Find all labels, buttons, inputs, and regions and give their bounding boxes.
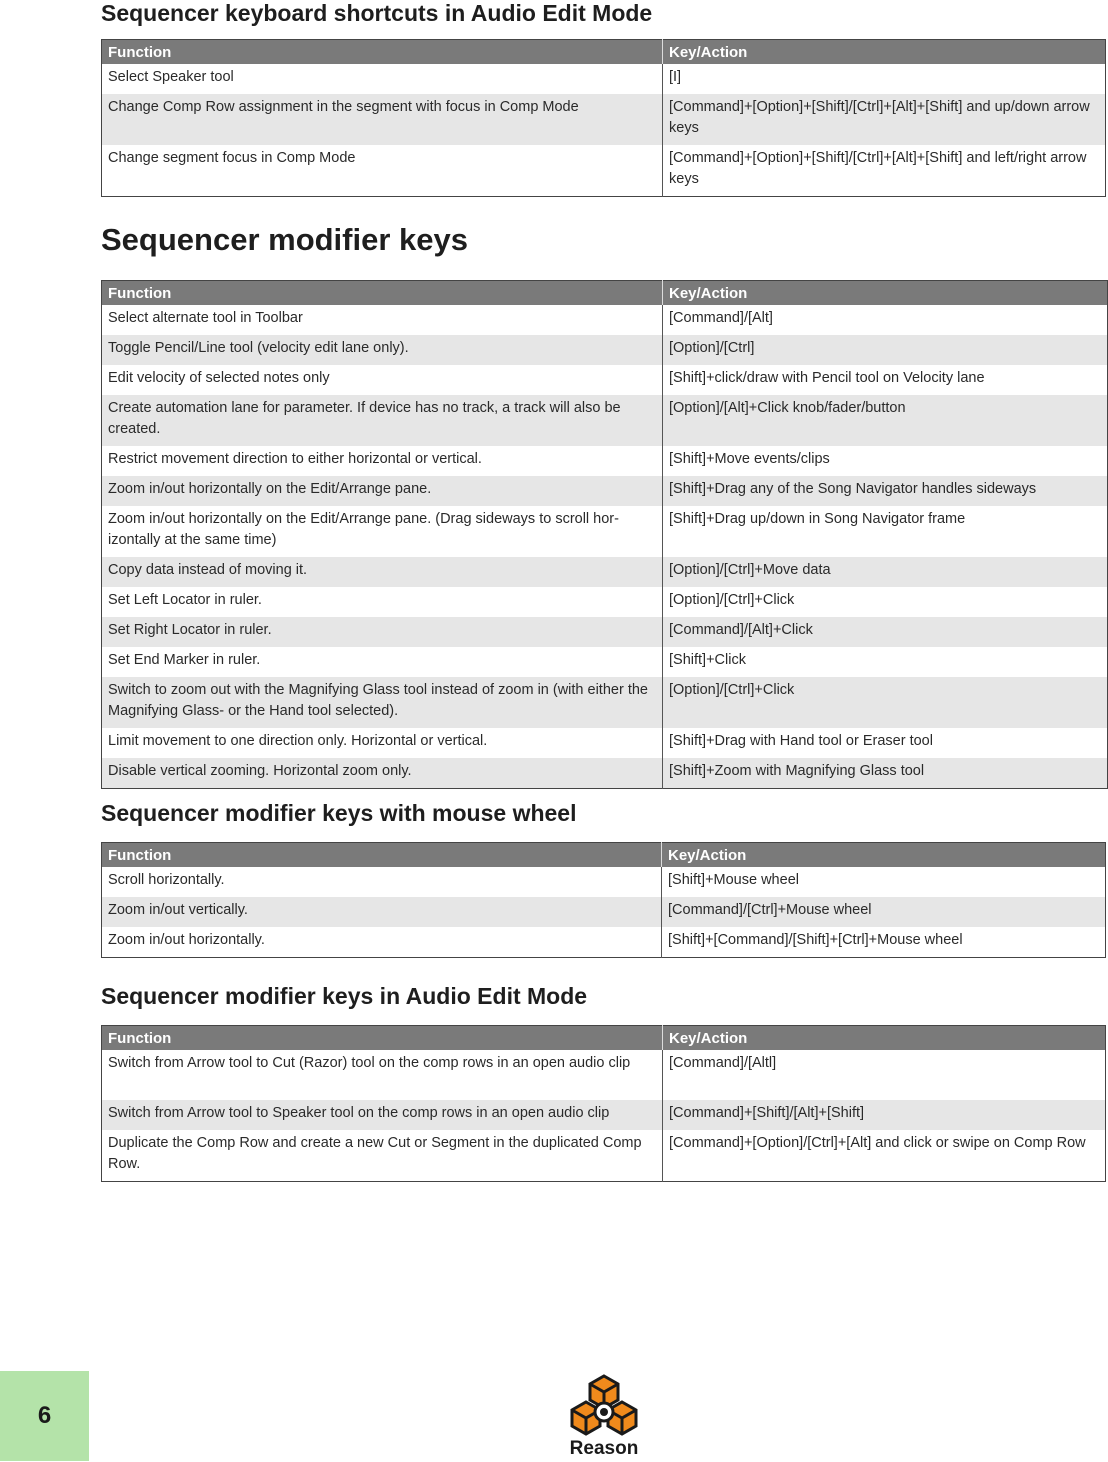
table-row xyxy=(102,365,1108,395)
key-action-cell: [Command]/[Ctrl]+Mouse wheel xyxy=(662,897,1106,927)
column-header-key-action: Key/Action xyxy=(662,843,1106,868)
reason-logo-icon xyxy=(560,1374,648,1440)
function-cell: Set Left Locator in ruler. xyxy=(102,587,663,617)
function-cell: Select alternate tool in Toolbar xyxy=(102,305,663,335)
function-cell: Duplicate the Comp Row and create a new Cut or Segment in the duplicated Comp Row. xyxy=(102,1130,663,1182)
table-row xyxy=(102,677,1108,728)
column-header-key-action: Key/Action xyxy=(663,40,1106,65)
column-header-function: Function xyxy=(102,281,663,306)
table-row xyxy=(102,335,1108,365)
function-cell: Zoom in/out vertically. xyxy=(102,897,662,927)
key-action-cell: [Command]+[Option]/[Ctrl]+[Alt] and click or swipe on Comp Row xyxy=(669,1135,1086,1151)
key-action-cell: [Option]/[Ctrl] xyxy=(663,335,1108,365)
key-action-cell: [Shift]+Move events/clips xyxy=(669,451,830,467)
function-cell: Select Speaker tool xyxy=(102,64,663,94)
table-row xyxy=(102,64,1106,94)
table-row xyxy=(102,476,1108,506)
table-row xyxy=(102,867,1106,897)
key-action-cell: [Shift]+Zoom with Magnifying Glass tool xyxy=(663,758,1108,789)
logo-text: Reason xyxy=(569,1438,639,1459)
key-action-cell: [Shift]+[Command]/[Shift]+[Ctrl]+Mouse wheel xyxy=(668,932,963,948)
function-cell: Copy data instead of moving it. xyxy=(102,557,663,587)
section-mouse-wheel xyxy=(101,800,1106,958)
function-cell: Change Comp Row assignment in the segment with focus in Comp Mode xyxy=(102,94,663,145)
shortcut-table xyxy=(101,39,1106,197)
section-title: Sequencer keyboard shortcuts in Audio Edit Mode xyxy=(101,0,653,26)
mouse-wheel-table xyxy=(101,842,1106,958)
reason-logo xyxy=(560,1374,648,1462)
function-cell: Scroll horizontally. xyxy=(102,867,662,897)
section-audio-edit-shortcuts xyxy=(101,0,1106,197)
table-row xyxy=(102,145,1106,197)
function-cell: Zoom in/out horizontally on the Edit/Arrange pane. xyxy=(102,476,663,506)
function-cell: Switch from Arrow tool to Speaker tool on the comp rows in an open audio clip xyxy=(102,1100,663,1130)
table-row xyxy=(102,1100,1106,1130)
page-number-tab xyxy=(0,1371,89,1461)
modifier-table xyxy=(101,280,1108,789)
table-row xyxy=(102,758,1108,789)
function-cell: Restrict movement direction to either horizontal or vertical. xyxy=(102,446,663,476)
function-cell: Change segment focus in Comp Mode xyxy=(102,145,663,197)
section-modifier-keys xyxy=(101,222,1108,789)
page-number: 6 xyxy=(37,1402,52,1429)
key-action-cell: [Option]/[Ctrl]+Click xyxy=(669,592,795,608)
table-header xyxy=(102,40,1106,65)
key-action-cell: [Command]+[Option]+[Shift]/[Ctrl]+[Alt]+[Shift] and up/down arrow keys xyxy=(663,94,1106,145)
section-title: Sequencer modifier keys xyxy=(101,222,468,257)
table-row xyxy=(102,647,1108,677)
table-header xyxy=(102,1026,1106,1051)
table-header xyxy=(102,843,1106,868)
section-title: Sequencer modifier keys in Audio Edit Mode xyxy=(101,983,588,1009)
section-title: Sequencer modifier keys with mouse wheel xyxy=(101,800,577,826)
table-row xyxy=(102,305,1108,335)
function-cell: Set End Marker in ruler. xyxy=(102,647,663,677)
function-cell: Edit velocity of selected notes only xyxy=(102,365,663,395)
key-action-cell: [Command]/[Alt]+Click xyxy=(663,617,1108,647)
function-cell: Switch from Arrow tool to Cut (Razor) tool on the comp rows in an open audio clip xyxy=(102,1050,663,1100)
key-action-cell: [Option]/[Ctrl]+Click xyxy=(663,677,1108,728)
function-cell: Limit movement to one direction only. Horizontal or vertical. xyxy=(102,728,663,758)
key-action-cell: [Shift]+Click xyxy=(669,652,746,668)
key-action-cell: [Shift]+Mouse wheel xyxy=(668,872,799,888)
function-cell: Disable vertical zooming. Horizontal zoom only. xyxy=(102,758,663,789)
table-row xyxy=(102,94,1106,145)
table-row xyxy=(102,927,1106,958)
key-action-cell: [Shift]+Drag with Hand tool or Eraser tool xyxy=(669,733,933,749)
table-row xyxy=(102,1050,1106,1100)
function-cell: Zoom in/out horizontally on the Edit/Arrange pane. (Drag sideways to scroll hor-izontally at the same time) xyxy=(102,506,663,557)
function-cell: Zoom in/out horizontally. xyxy=(102,927,662,958)
table-row xyxy=(102,1130,1106,1182)
table-header xyxy=(102,281,1108,306)
function-cell: Switch to zoom out with the Magnifying Glass tool instead of zoom in (with either the Magnifying Glass- or the Hand tool selected). xyxy=(102,677,663,728)
key-action-cell: [Command]+[Option]+[Shift]/[Ctrl]+[Alt]+[Shift] and left/right arrow keys xyxy=(669,150,1087,187)
column-header-function: Function xyxy=(102,1026,663,1051)
key-action-cell: [Command]/[Alt] xyxy=(669,310,773,326)
table-row xyxy=(102,395,1108,446)
table-row xyxy=(102,557,1108,587)
key-action-cell: [Shift]+Drag any of the Song Navigator handles sideways xyxy=(663,476,1108,506)
key-action-cell: [Shift]+click/draw with Pencil tool on Velocity lane xyxy=(669,370,985,386)
key-action-cell: [Option]/[Ctrl]+Move data xyxy=(663,557,1108,587)
key-action-cell: [Command]/[Altl] xyxy=(669,1055,777,1071)
section-audio-edit-modifiers xyxy=(101,983,1106,1182)
column-header-key-action: Key/Action xyxy=(663,281,1108,306)
audio-edit-modifier-table xyxy=(101,1025,1106,1182)
table-row xyxy=(102,587,1108,617)
key-action-cell: [Shift]+Drag up/down in Song Navigator frame xyxy=(669,511,966,527)
key-action-cell: [I] xyxy=(669,69,682,85)
function-cell: Toggle Pencil/Line tool (velocity edit lane only). xyxy=(102,335,663,365)
table-row xyxy=(102,617,1108,647)
column-header-function: Function xyxy=(102,40,663,65)
function-cell: Create automation lane for parameter. If device has no track, a track will also be created. xyxy=(102,395,663,446)
column-header-key-action: Key/Action xyxy=(663,1026,1106,1051)
key-action-cell: [Command]+[Shift]/[Alt]+[Shift] xyxy=(663,1100,1106,1130)
column-header-function: Function xyxy=(102,843,662,868)
table-row xyxy=(102,446,1108,476)
key-action-cell: [Option]/[Alt]+Click knob/fader/button xyxy=(663,395,1108,446)
table-row xyxy=(102,728,1108,758)
function-cell: Set Right Locator in ruler. xyxy=(102,617,663,647)
table-row xyxy=(102,897,1106,927)
table-row xyxy=(102,506,1108,557)
